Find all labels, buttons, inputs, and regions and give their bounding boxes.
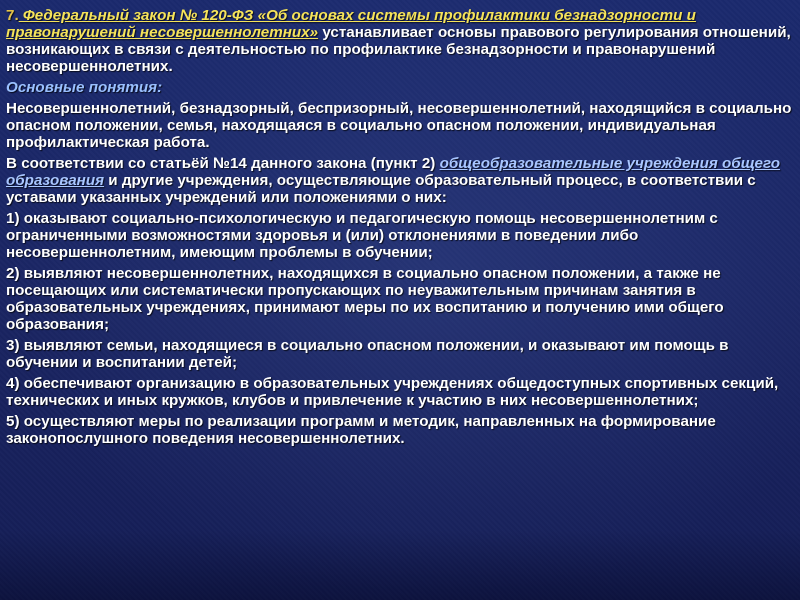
concepts-list: Несовершеннолетний, безнадзорный, беспризорный, несовершеннолетний, находящийся в социально опасном положении, семья, находящаяся в социально опасном положении, индивидуальная профилактическая работа. xyxy=(6,100,792,151)
list-item-4: 4) обеспечивают организацию в образовательных учреждениях общедоступных спортивных секций, технических и иных кружков, клубов и привлечение к участию в них несовершеннолетних; xyxy=(6,375,779,409)
item-number: 7. xyxy=(6,7,19,24)
bottom-shade xyxy=(0,530,800,600)
article-paragraph xyxy=(6,155,794,206)
list-item-5: 5) осуществляют меры по реализации программ и методик, направленных на формирование законопослушного поведения несовершеннолетних. xyxy=(6,413,716,447)
article-text-end: и другие учреждения, осуществляющие образовательный процесс, в соответствии с уставами указанных учреждений или положениями о них: xyxy=(6,172,756,206)
law-title-link[interactable]: Федеральный закон № 120-ФЗ «Об основах системы профилактики безнадзорности и правонарушений несовершеннолетних» xyxy=(6,7,696,41)
list-item-3: 3) выявляют семьи, находящиеся в социально опасном положении, и оказывают им помощь в обучении и воспитании детей; xyxy=(6,337,729,371)
institutions-link[interactable]: общеобразовательные учреждения общего образования xyxy=(6,155,780,189)
list-item-1: 1) оказывают социально-психологическую и педагогическую помощь несовершеннолетним с ограниченными возможностями здоровья и (или) отклонениями в поведении либо несовершеннолетним, имеющим проблемы в обучении; xyxy=(6,210,718,261)
concepts-heading: Основные понятия: xyxy=(6,79,163,96)
list-item-2: 2) выявляют несовершеннолетних, находящихся в социально опасном положении, а также не посещающих или систематически пропускающих по неуважительным причинам занятия в образовательных учреждениях, принимают меры по их воспитанию и получению ими общего образования; xyxy=(6,265,724,333)
article-text-start: В соответствии со статьёй №14 данного закона (пункт 2) xyxy=(6,155,440,172)
intro-paragraph xyxy=(6,7,794,75)
slide-body xyxy=(6,7,794,451)
intro-text: устанавливает основы правового регулирования отношений, возникающих в связи с деятельностью по профилактике безнадзорности и правонарушений несовершеннолетних. xyxy=(6,24,791,75)
